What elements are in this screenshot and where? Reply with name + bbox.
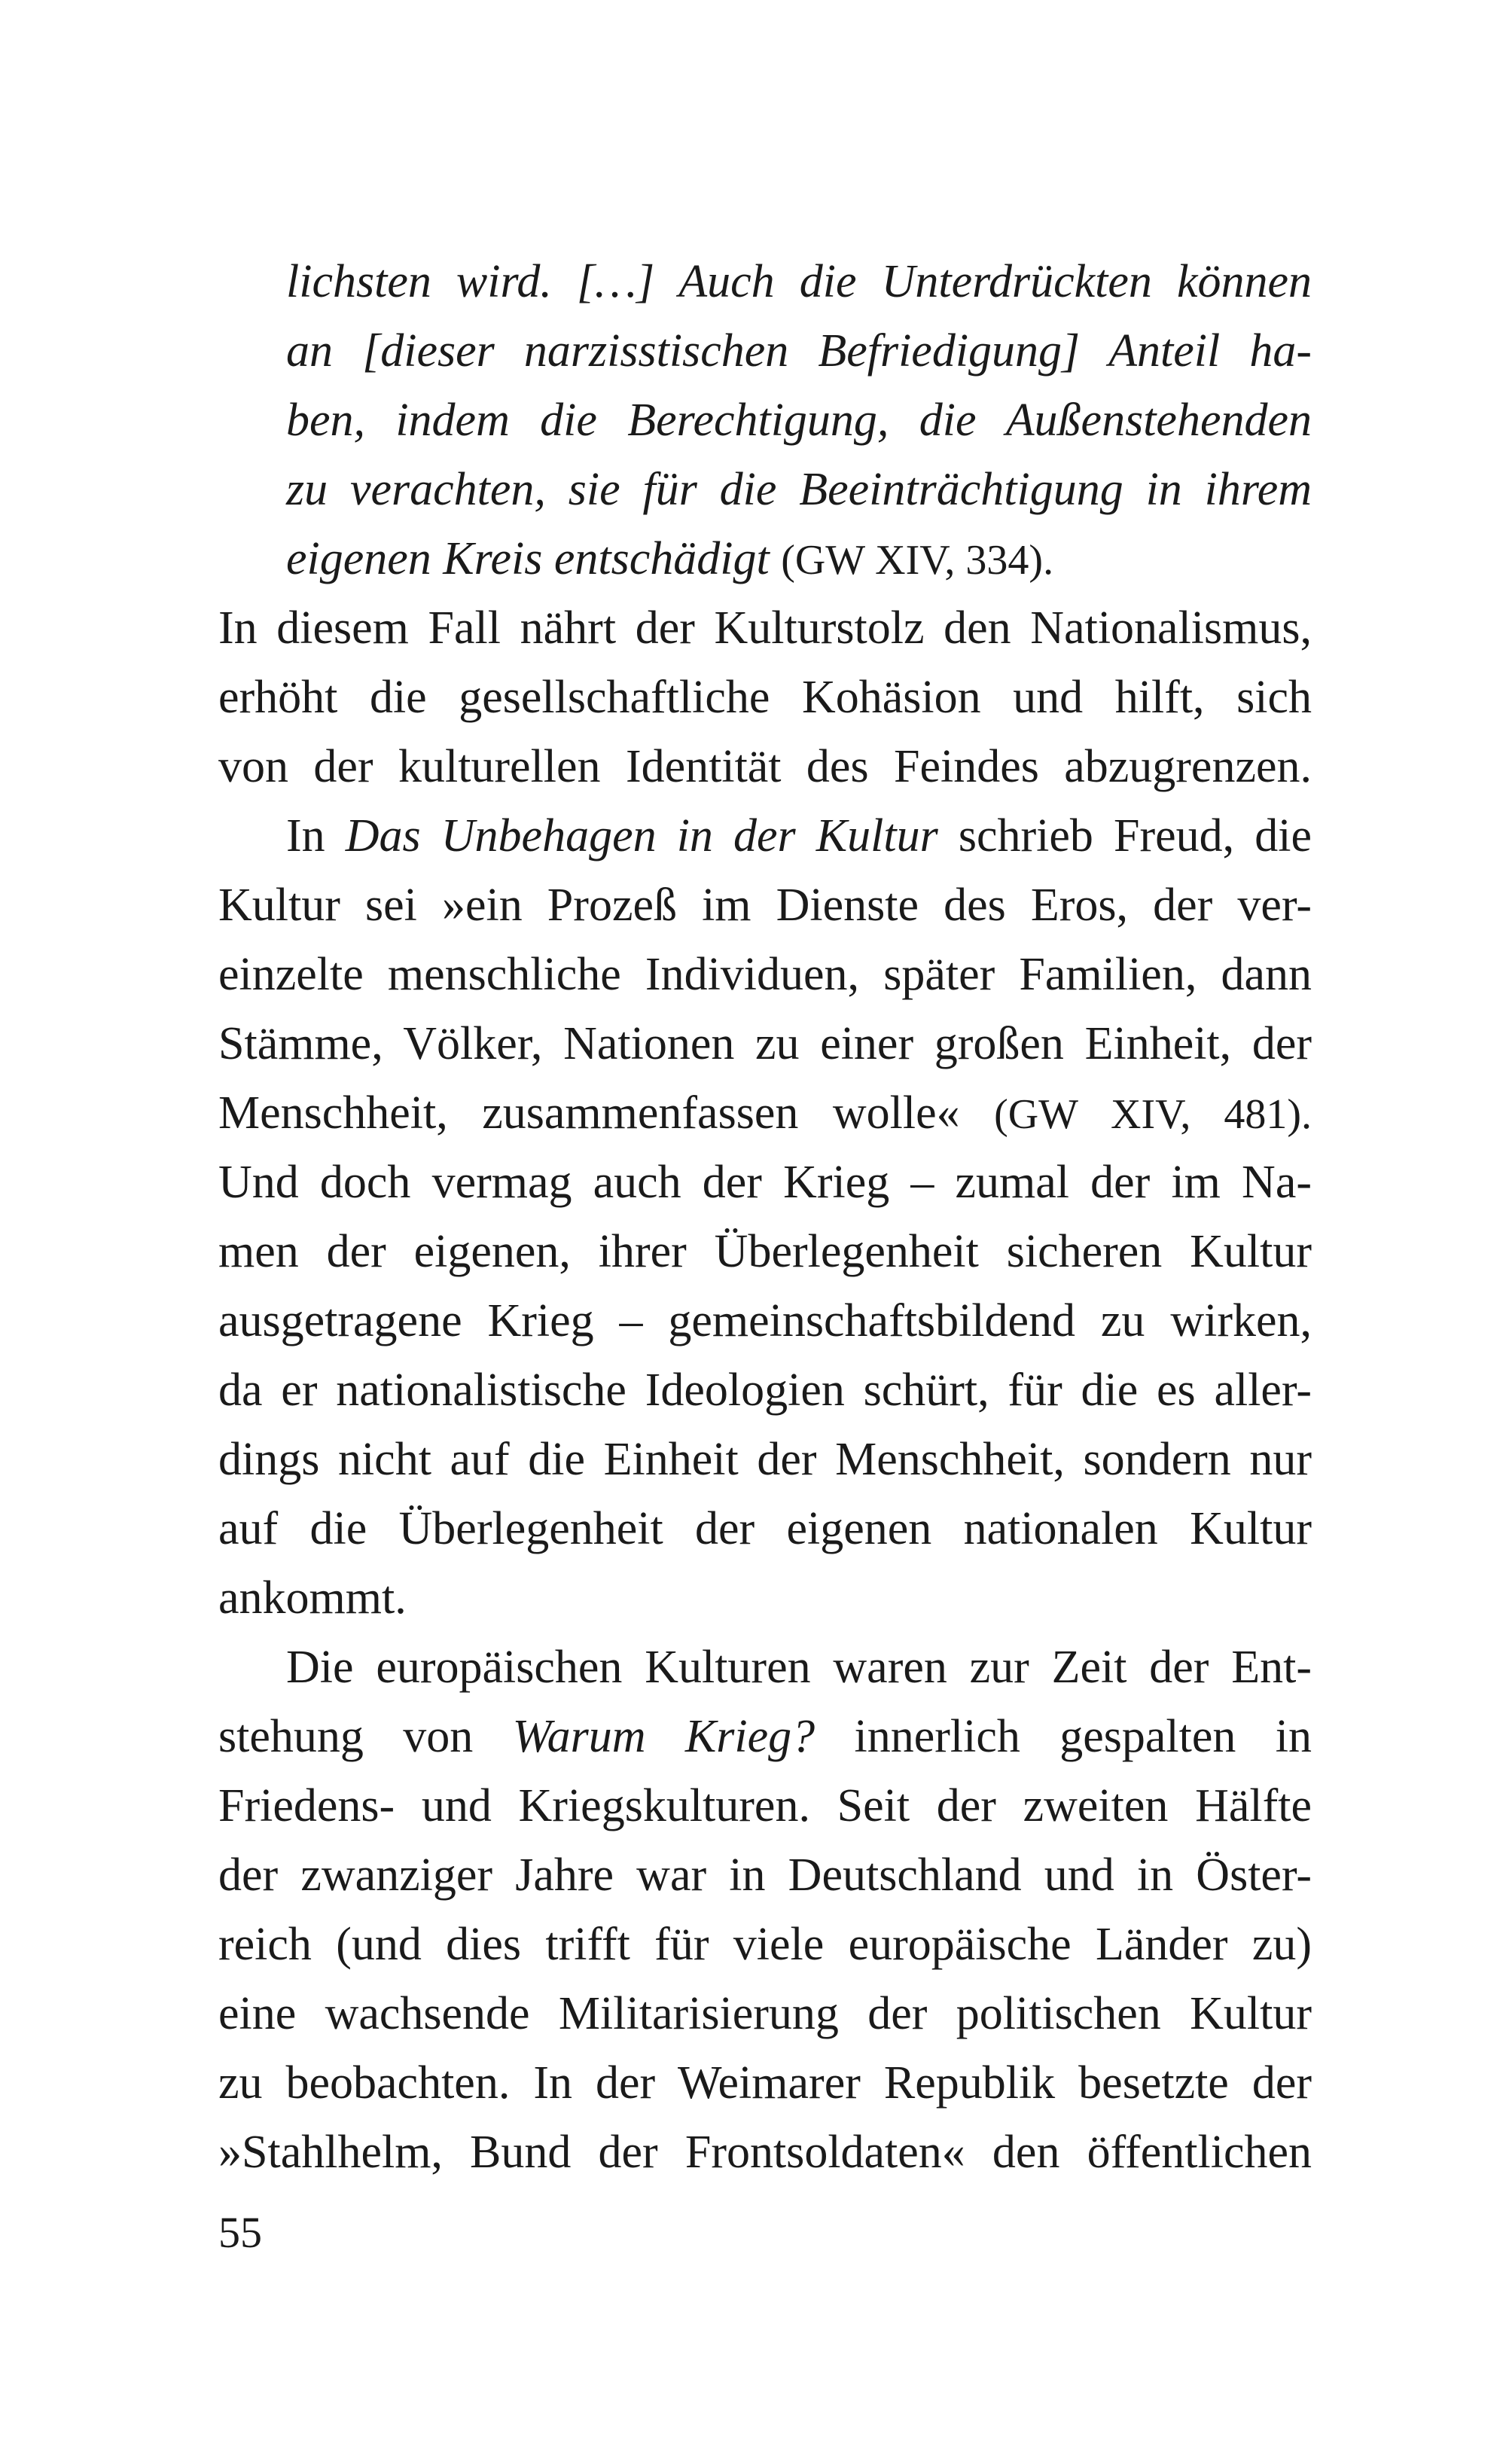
text-line: ausgetragene Krieg – gemeinschaftsbildend zu wirken, — [218, 1295, 1312, 1346]
text: Menschheit, zusammenfassen wolle« — [218, 1087, 960, 1139]
text-line — [218, 1078, 1312, 1148]
text-line: reich (und dies trifft für viele europäische Länder zu) — [218, 1919, 1312, 1970]
text: innerlich gespalten in — [854, 1711, 1312, 1762]
quote-text: eigenen Kreis entschädigt — [286, 533, 770, 584]
book-title: Warum Krieg? — [512, 1711, 815, 1762]
quote-line: zu verachten, sie für die Beeinträchtigung in ihrem — [286, 464, 1312, 515]
citation: (GW XIV, 481). — [994, 1091, 1312, 1138]
text: schrieb Freud, die — [958, 810, 1312, 861]
text-line: Friedens- und Kriegskulturen. Seit der zweiten Hälfte — [218, 1780, 1312, 1831]
text-line: da er nationalistische Ideologien schürt, für die es aller- — [218, 1365, 1312, 1416]
text-line: men der eigenen, ihrer Überlegenheit sicheren Kultur — [218, 1226, 1312, 1277]
text-line: eine wachsende Militarisierung der politischen Kultur — [218, 1988, 1312, 2039]
text-line: Und doch vermag auch der Krieg – zumal der im Na- — [218, 1157, 1312, 1208]
page-number: 55 — [218, 2208, 262, 2257]
quote-line — [286, 524, 1312, 593]
text-line — [218, 1702, 1312, 1771]
text-line: ankommt. — [218, 1572, 407, 1624]
text-line: der zwanziger Jahre war in Deutschland und in Öster- — [218, 1850, 1312, 1901]
text-line — [218, 801, 1312, 871]
text-line: In diesem Fall nährt der Kulturstolz den Nationalismus, — [218, 602, 1312, 654]
book-title: Das Unbehagen in der Kultur — [345, 810, 938, 861]
text-line: von der kulturellen Identität des Feindes abzugrenzen. — [218, 741, 1312, 792]
text-line: auf die Überlegenheit der eigenen nationalen Kultur — [218, 1503, 1312, 1554]
citation: (GW XIV, 334). — [781, 537, 1054, 584]
text-line: »Stahlhelm, Bund der Frontsoldaten« den öffentlichen — [218, 2127, 1312, 2178]
text-line: Kultur sei »ein Prozeß im Dienste des Eros, der ver- — [218, 880, 1312, 931]
text-line: Die europäischen Kulturen waren zur Zeit der Ent- — [286, 1642, 1312, 1693]
text-line: erhöht die gesellschaftliche Kohäsion und hilft, sich — [218, 672, 1312, 723]
quote-line: ben, indem die Berechtigung, die Außenstehenden — [286, 395, 1312, 446]
text-line: Stämme, Völker, Nationen zu einer großen Einheit, der — [218, 1018, 1312, 1069]
text-line: zu beobachten. In der Weimarer Republik besetzte der — [218, 2057, 1312, 2109]
text-line: dings nicht auf die Einheit der Menschheit, sondern nur — [218, 1434, 1312, 1485]
quote-line: lichsten wird. […] Auch die Unterdrückten können — [286, 256, 1312, 307]
text-line: einzelte menschliche Individuen, später Familien, dann — [218, 949, 1312, 1000]
text: stehung von — [218, 1711, 474, 1762]
quote-line: an [dieser narzisstischen Befriedigung] Anteil ha- — [286, 325, 1312, 377]
text: In — [286, 810, 325, 861]
